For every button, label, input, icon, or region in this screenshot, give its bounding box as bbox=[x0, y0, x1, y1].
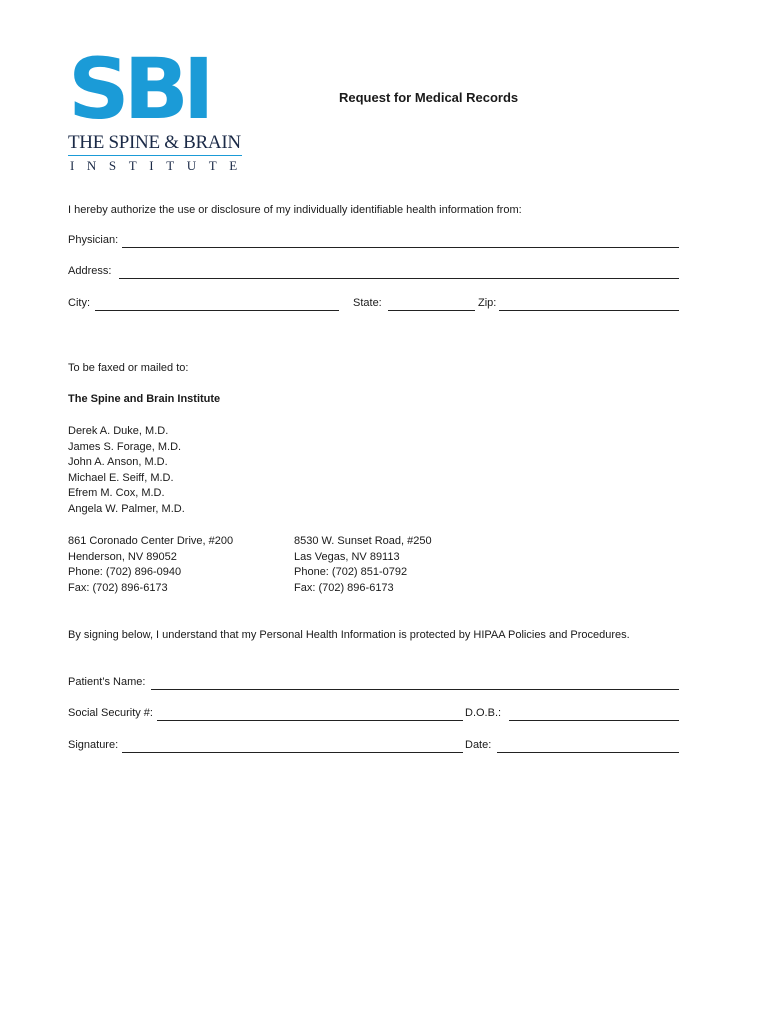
sbi-logo bbox=[68, 40, 250, 176]
state-label: State: bbox=[353, 297, 382, 309]
address-row bbox=[68, 265, 680, 281]
location-street: 861 Coronado Center Drive, #200 bbox=[68, 535, 234, 547]
page-title: Request for Medical Records bbox=[339, 90, 519, 105]
doctor-name: Efrem M. Cox, M.D. bbox=[68, 487, 165, 500]
institute-name: The Spine and Brain Institute bbox=[68, 393, 221, 405]
ssn-label: Social Security #: bbox=[68, 707, 153, 719]
send-to-label: To be faxed or mailed to: bbox=[68, 362, 189, 374]
patient-name-label: Patient’s Name: bbox=[68, 676, 146, 688]
physician-field[interactable] bbox=[122, 247, 679, 248]
doctor-name: Angela W. Palmer, M.D. bbox=[68, 502, 185, 515]
location-phone: Phone: (702) 851-0792 bbox=[294, 566, 408, 579]
city-state-zip-row bbox=[68, 297, 680, 313]
date-label: Date: bbox=[465, 739, 492, 751]
doctor-name: Michael E. Seiff, M.D. bbox=[68, 471, 174, 484]
dob-label: D.O.B.: bbox=[465, 707, 502, 719]
ssn-field[interactable] bbox=[157, 720, 463, 721]
physician-label: Physician: bbox=[68, 234, 119, 246]
ssn-dob-row bbox=[68, 707, 680, 723]
logo-letters: SBI bbox=[68, 40, 209, 138]
signature-field[interactable] bbox=[122, 752, 463, 753]
doctor-name: James S. Forage, M.D. bbox=[68, 440, 182, 453]
patient-name-field[interactable] bbox=[151, 689, 679, 690]
city-field[interactable] bbox=[95, 310, 339, 311]
zip-field[interactable] bbox=[499, 310, 679, 311]
date-field[interactable] bbox=[497, 752, 679, 753]
dob-field[interactable] bbox=[509, 720, 679, 721]
location-fax: Fax: (702) 896-6173 bbox=[68, 581, 168, 594]
location-fax: Fax: (702) 896-6173 bbox=[294, 581, 394, 594]
logo-name-line: THE SPINE & BRAIN bbox=[68, 132, 241, 153]
signature-label: Signature: bbox=[68, 739, 119, 751]
authorization-text: I hereby authorize the use or disclosure of my individually identifiable health information from: bbox=[68, 204, 522, 216]
state-field[interactable] bbox=[388, 310, 475, 311]
henderson-location bbox=[68, 534, 233, 596]
hipaa-statement: By signing below, I understand that my Personal Health Information is protected by HIPAA Policies and Procedures. bbox=[68, 629, 630, 641]
location-city-state: Henderson, NV 89052 bbox=[68, 550, 177, 563]
doctor-name: Derek A. Duke, M.D. bbox=[68, 425, 169, 437]
location-city-state: Las Vegas, NV 89113 bbox=[294, 550, 400, 563]
logo-institute-line: INSTITUTE bbox=[70, 158, 250, 173]
location-phone: Phone: (702) 896-0940 bbox=[68, 566, 182, 579]
physician-row bbox=[68, 234, 680, 250]
doctor-list bbox=[68, 424, 185, 518]
zip-label: Zip: bbox=[478, 297, 497, 309]
doctor-name: John A. Anson, M.D. bbox=[68, 456, 168, 469]
logo-divider bbox=[68, 155, 242, 156]
patient-name-row bbox=[68, 676, 680, 692]
address-label: Address: bbox=[68, 265, 112, 277]
location-street: 8530 W. Sunset Road, #250 bbox=[294, 535, 432, 547]
address-field[interactable] bbox=[119, 278, 679, 279]
city-label: City: bbox=[68, 297, 90, 309]
signature-date-row bbox=[68, 739, 680, 755]
las-vegas-location bbox=[294, 534, 432, 596]
